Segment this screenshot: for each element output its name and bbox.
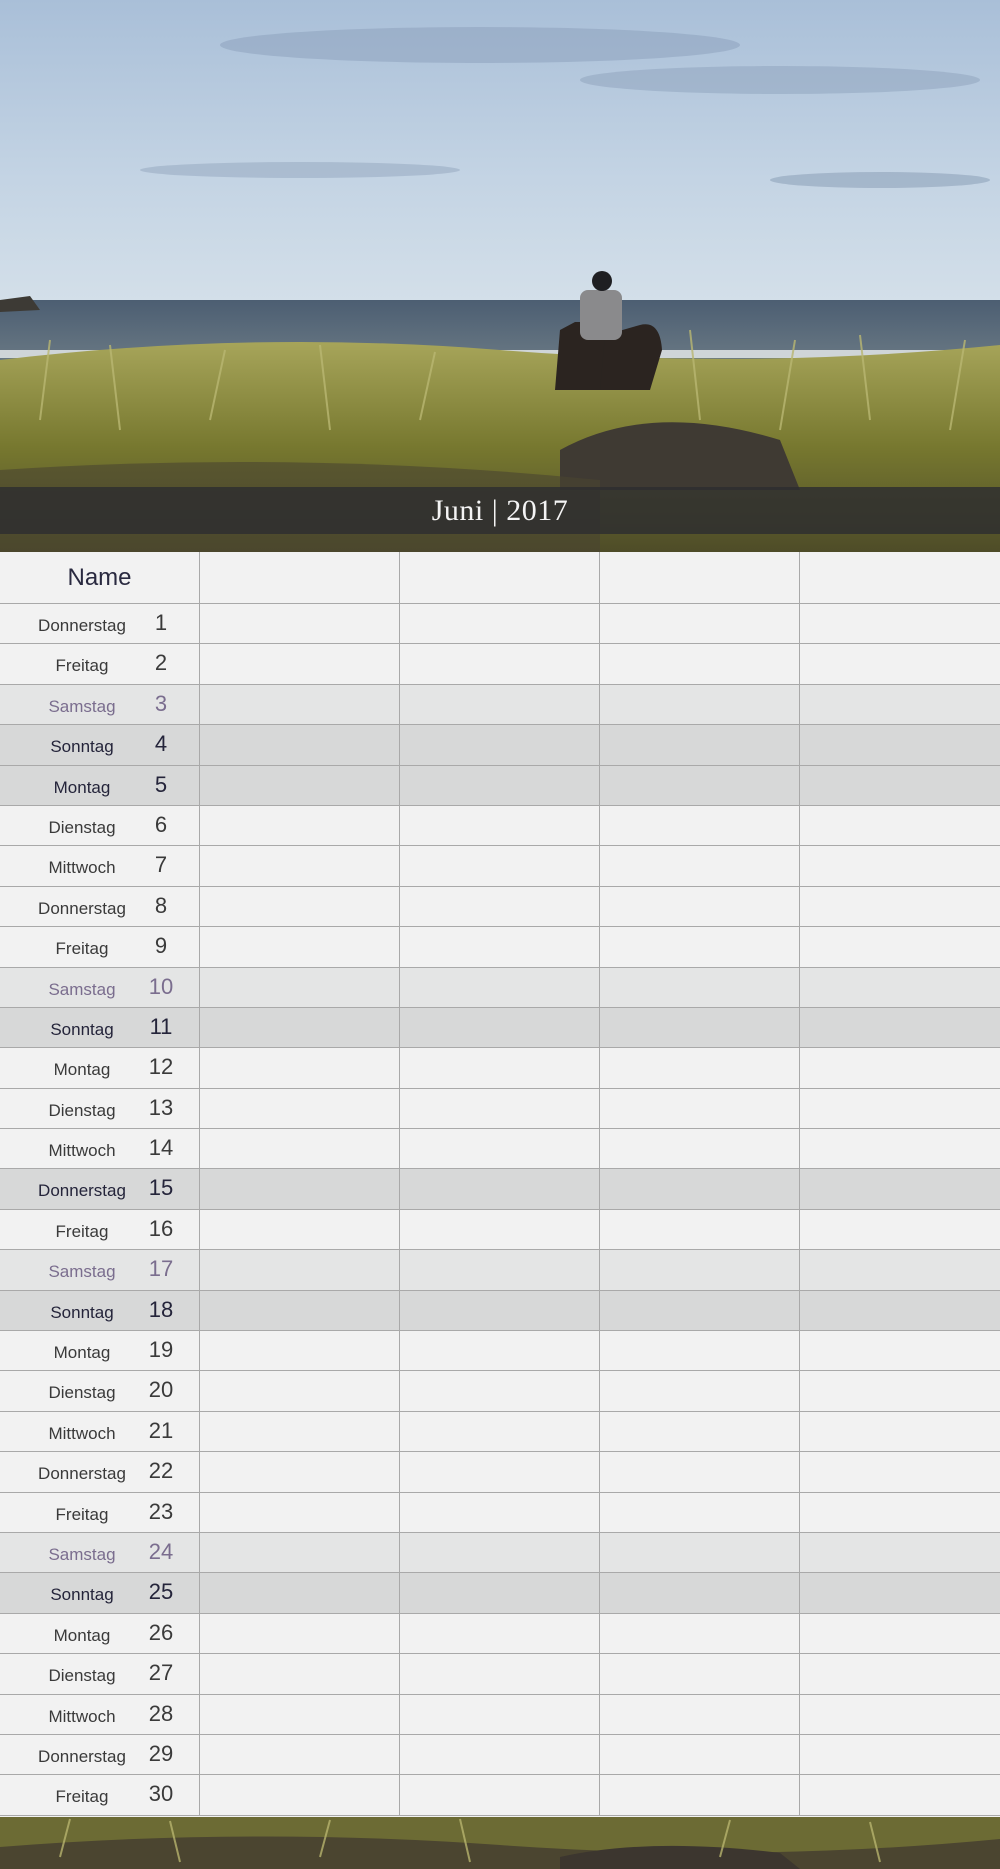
day-number: 1 (154, 610, 168, 635)
entry-cell[interactable] (200, 1695, 400, 1734)
day-number: 7 (154, 852, 168, 878)
header-photo (0, 0, 1000, 552)
day-name: Dienstag (48, 1383, 116, 1403)
footer-photo (0, 1817, 1000, 1869)
entry-cell[interactable] (200, 1573, 400, 1612)
entry-cell[interactable] (400, 806, 600, 845)
day-row (0, 1412, 1000, 1452)
day-name: Montag (53, 1343, 111, 1363)
entry-cell[interactable] (800, 1695, 1000, 1734)
entry-cell[interactable] (400, 1250, 600, 1289)
day-label (0, 1412, 200, 1451)
entry-cell[interactable] (200, 1129, 400, 1168)
day-label (0, 1210, 200, 1249)
day-row (0, 685, 1000, 725)
entry-cell[interactable] (600, 846, 800, 885)
entry-cell[interactable] (200, 887, 400, 926)
entry-cell[interactable] (600, 1775, 800, 1814)
day-number: 5 (154, 771, 168, 797)
day-number: 6 (154, 811, 168, 837)
day-row (0, 1129, 1000, 1169)
day-row (0, 1493, 1000, 1533)
day-number: 25 (148, 1579, 174, 1605)
day-label (0, 1452, 200, 1491)
day-label (0, 1331, 200, 1370)
day-label (0, 806, 200, 845)
name-column-3[interactable] (600, 552, 800, 603)
day-label (0, 644, 200, 683)
entry-cell[interactable] (200, 1008, 400, 1047)
day-rows (0, 604, 1000, 1816)
day-row (0, 604, 1000, 644)
day-label (0, 1493, 200, 1532)
day-name: Freitag (55, 1787, 109, 1807)
day-number: 9 (154, 933, 168, 959)
day-row (0, 1573, 1000, 1613)
entry-cell[interactable] (600, 1533, 800, 1572)
entry-cell[interactable] (800, 1089, 1000, 1128)
day-label (0, 1654, 200, 1693)
entry-cell[interactable] (400, 1291, 600, 1330)
day-row (0, 1452, 1000, 1492)
entry-cell[interactable] (200, 806, 400, 845)
entry-cell[interactable] (800, 1210, 1000, 1249)
entry-cell[interactable] (400, 1048, 600, 1087)
entry-cell[interactable] (600, 1412, 800, 1451)
day-number: 11 (149, 1013, 173, 1039)
entry-cell[interactable] (800, 604, 1000, 643)
entry-cell[interactable] (600, 1735, 800, 1774)
day-number: 30 (148, 1781, 174, 1807)
entry-cell[interactable] (600, 1573, 800, 1612)
day-number: 23 (148, 1498, 174, 1524)
day-name: Sonntag (50, 737, 114, 757)
day-name: Sonntag (50, 1019, 114, 1039)
day-name: Freitag (55, 1221, 109, 1241)
entry-cell[interactable] (400, 1614, 600, 1653)
entry-cell[interactable] (200, 1412, 400, 1451)
day-number: 17 (148, 1256, 174, 1282)
day-row (0, 1735, 1000, 1775)
day-row (0, 1250, 1000, 1290)
entry-cell[interactable] (800, 1048, 1000, 1087)
day-label (0, 1250, 200, 1289)
entry-cell[interactable] (600, 1614, 800, 1653)
day-label (0, 1129, 200, 1168)
day-label (0, 766, 200, 805)
entry-cell[interactable] (200, 1210, 400, 1249)
day-name: Mittwoch (48, 1141, 116, 1161)
day-row (0, 1614, 1000, 1654)
entry-cell[interactable] (600, 1654, 800, 1693)
day-name: Samstag (48, 1262, 116, 1282)
day-label (0, 1371, 200, 1410)
entry-cell[interactable] (200, 1331, 400, 1370)
day-row (0, 1291, 1000, 1331)
entry-cell[interactable] (400, 1452, 600, 1491)
entry-cell[interactable] (800, 846, 1000, 885)
day-row (0, 1008, 1000, 1048)
day-label (0, 1775, 200, 1814)
day-label (0, 1695, 200, 1734)
day-number: 29 (148, 1740, 174, 1766)
entry-cell[interactable] (800, 1412, 1000, 1451)
day-label (0, 604, 200, 643)
day-name: Freitag (55, 656, 109, 676)
day-name: Freitag (55, 1504, 109, 1524)
grass-strip-illustration (0, 1817, 1000, 1869)
entry-cell[interactable] (800, 1452, 1000, 1491)
entry-cell[interactable] (200, 685, 400, 724)
entry-cell[interactable] (200, 1250, 400, 1289)
day-number: 16 (148, 1215, 174, 1241)
entry-cell[interactable] (600, 1291, 800, 1330)
name-header: Name (0, 552, 200, 603)
entry-cell[interactable] (200, 1371, 400, 1410)
entry-cell[interactable] (800, 1169, 1000, 1208)
day-label (0, 1735, 200, 1774)
entry-cell[interactable] (800, 766, 1000, 805)
name-column-4[interactable] (800, 552, 1000, 603)
day-number: 15 (148, 1175, 174, 1201)
day-label (0, 1573, 200, 1612)
day-number: 28 (148, 1700, 174, 1726)
day-number: 18 (148, 1296, 174, 1322)
entry-cell[interactable] (600, 1048, 800, 1087)
entry-cell[interactable] (200, 1169, 400, 1208)
entry-cell[interactable] (200, 1775, 400, 1814)
entry-cell[interactable] (800, 1614, 1000, 1653)
day-row (0, 1654, 1000, 1694)
day-number: 12 (148, 1054, 174, 1080)
entry-cell[interactable] (400, 1695, 600, 1734)
day-name: Mittwoch (48, 858, 116, 878)
day-name: Montag (53, 1625, 111, 1645)
entry-cell[interactable] (200, 1089, 400, 1128)
day-name: Samstag (48, 1544, 116, 1564)
entry-cell[interactable] (600, 1331, 800, 1370)
day-label (0, 685, 200, 724)
day-name: Samstag (48, 979, 116, 999)
entry-cell[interactable] (400, 968, 600, 1007)
day-row (0, 1048, 1000, 1088)
day-row (0, 1169, 1000, 1209)
entry-cell[interactable] (800, 644, 1000, 683)
entry-cell[interactable] (200, 1452, 400, 1491)
day-row (0, 644, 1000, 684)
beach-rider-illustration (0, 0, 1000, 552)
entry-cell[interactable] (200, 1614, 400, 1653)
day-label (0, 1169, 200, 1208)
day-row (0, 1331, 1000, 1371)
day-number: 21 (148, 1417, 174, 1443)
entry-cell[interactable] (200, 725, 400, 764)
day-name: Donnerstag (38, 1746, 126, 1766)
day-number: 24 (148, 1538, 174, 1564)
entry-cell[interactable] (200, 1533, 400, 1572)
day-row (0, 1089, 1000, 1129)
day-number: 26 (148, 1619, 174, 1645)
entry-cell[interactable] (200, 846, 400, 885)
entry-cell[interactable] (600, 766, 800, 805)
entry-cell[interactable] (600, 1695, 800, 1734)
entry-cell[interactable] (400, 1008, 600, 1047)
entry-cell[interactable] (600, 968, 800, 1007)
entry-cell[interactable] (800, 1493, 1000, 1532)
day-row (0, 887, 1000, 927)
entry-cell[interactable] (800, 927, 1000, 966)
day-label (0, 1089, 200, 1128)
entry-cell[interactable] (400, 1371, 600, 1410)
day-label (0, 846, 200, 885)
entry-cell[interactable] (600, 1169, 800, 1208)
entry-cell[interactable] (400, 1331, 600, 1370)
entry-cell[interactable] (800, 1573, 1000, 1612)
entry-cell[interactable] (800, 685, 1000, 724)
entry-cell[interactable] (600, 725, 800, 764)
day-number: 10 (148, 973, 174, 999)
month-title: Juni | 2017 (431, 493, 569, 527)
entry-cell[interactable] (600, 887, 800, 926)
day-number: 3 (154, 690, 168, 716)
entry-cell[interactable] (200, 927, 400, 966)
day-row (0, 1371, 1000, 1411)
day-label (0, 887, 200, 926)
name-column-2[interactable] (400, 552, 600, 603)
entry-cell[interactable] (600, 644, 800, 683)
day-name: Sonntag (50, 1302, 114, 1322)
entry-cell[interactable] (800, 806, 1000, 845)
entry-cell[interactable] (800, 1775, 1000, 1814)
day-name: Samstag (48, 696, 116, 716)
calendar-grid (0, 552, 1000, 1816)
entry-cell[interactable] (400, 1129, 600, 1168)
day-row (0, 968, 1000, 1008)
day-label (0, 927, 200, 966)
name-column-1[interactable] (200, 552, 400, 603)
entry-cell[interactable] (600, 1493, 800, 1532)
day-number: 8 (154, 892, 168, 918)
entry-cell[interactable] (800, 1250, 1000, 1289)
entry-cell[interactable] (800, 725, 1000, 764)
entry-cell[interactable] (600, 1210, 800, 1249)
day-name: Donnerstag (38, 1464, 126, 1484)
entry-cell[interactable] (400, 1210, 600, 1249)
day-name: Donnerstag (38, 616, 126, 635)
entry-cell[interactable] (200, 1654, 400, 1693)
entry-cell[interactable] (400, 1169, 600, 1208)
entry-cell[interactable] (200, 1291, 400, 1330)
day-row (0, 806, 1000, 846)
entry-cell[interactable] (200, 1735, 400, 1774)
day-label (0, 1533, 200, 1572)
day-name: Donnerstag (38, 1181, 126, 1201)
entry-cell[interactable] (200, 1493, 400, 1532)
entry-cell[interactable] (800, 1008, 1000, 1047)
entry-cell[interactable] (600, 1008, 800, 1047)
day-row (0, 927, 1000, 967)
entry-cell[interactable] (600, 927, 800, 966)
entry-cell[interactable] (800, 1129, 1000, 1168)
entry-cell[interactable] (800, 968, 1000, 1007)
entry-cell[interactable] (400, 685, 600, 724)
entry-cell[interactable] (200, 604, 400, 643)
day-row (0, 1775, 1000, 1815)
day-number: 2 (154, 650, 168, 676)
entry-cell[interactable] (600, 806, 800, 845)
entry-cell[interactable] (800, 1533, 1000, 1572)
day-row (0, 1533, 1000, 1573)
entry-cell[interactable] (600, 1089, 800, 1128)
day-name: Montag (53, 1060, 111, 1080)
entry-cell[interactable] (400, 1573, 600, 1612)
entry-cell[interactable] (200, 644, 400, 683)
entry-cell[interactable] (600, 604, 800, 643)
entry-cell[interactable] (400, 846, 600, 885)
entry-cell[interactable] (200, 1048, 400, 1087)
day-number: 13 (148, 1094, 174, 1120)
entry-cell[interactable] (400, 644, 600, 683)
entry-cell[interactable] (200, 766, 400, 805)
day-number: 4 (154, 731, 168, 757)
entry-cell[interactable] (400, 1654, 600, 1693)
day-name: Freitag (55, 939, 109, 959)
header-row (0, 552, 1000, 604)
day-row (0, 1695, 1000, 1735)
entry-cell[interactable] (800, 1291, 1000, 1330)
entry-cell[interactable] (600, 1371, 800, 1410)
entry-cell[interactable] (400, 1735, 600, 1774)
day-name: Montag (53, 777, 111, 797)
entry-cell[interactable] (400, 604, 600, 643)
day-name: Mittwoch (48, 1423, 116, 1443)
day-number: 20 (148, 1377, 174, 1403)
entry-cell[interactable] (400, 1775, 600, 1814)
entry-cell[interactable] (200, 968, 400, 1007)
day-name: Dienstag (48, 817, 116, 837)
entry-cell[interactable] (600, 685, 800, 724)
day-row (0, 1210, 1000, 1250)
entry-cell[interactable] (400, 766, 600, 805)
day-name: Dienstag (48, 1666, 116, 1686)
day-row (0, 846, 1000, 886)
entry-cell[interactable] (400, 887, 600, 926)
day-name: Dienstag (48, 1100, 116, 1120)
day-label (0, 968, 200, 1007)
day-label (0, 1291, 200, 1330)
day-number: 19 (148, 1337, 174, 1363)
entry-cell[interactable] (400, 1533, 600, 1572)
day-row (0, 725, 1000, 765)
month-title-bar (0, 487, 1000, 534)
entry-cell[interactable] (600, 1452, 800, 1491)
entry-cell[interactable] (400, 1493, 600, 1532)
entry-cell[interactable] (800, 1735, 1000, 1774)
entry-cell[interactable] (800, 1371, 1000, 1410)
entry-cell[interactable] (400, 725, 600, 764)
day-number: 22 (148, 1458, 174, 1484)
day-label (0, 1614, 200, 1653)
day-name: Donnerstag (38, 898, 126, 918)
entry-cell[interactable] (600, 1250, 800, 1289)
entry-cell[interactable] (800, 1331, 1000, 1370)
day-label (0, 725, 200, 764)
entry-cell[interactable] (800, 887, 1000, 926)
entry-cell[interactable] (400, 1089, 600, 1128)
day-number: 14 (148, 1135, 174, 1161)
day-label (0, 1008, 200, 1047)
day-row (0, 766, 1000, 806)
day-name: Sonntag (50, 1585, 114, 1605)
entry-cell[interactable] (800, 1654, 1000, 1693)
entry-cell[interactable] (400, 927, 600, 966)
day-number: 27 (148, 1660, 174, 1686)
entry-cell[interactable] (600, 1129, 800, 1168)
day-label (0, 1048, 200, 1087)
day-name: Mittwoch (48, 1706, 116, 1726)
entry-cell[interactable] (400, 1412, 600, 1451)
